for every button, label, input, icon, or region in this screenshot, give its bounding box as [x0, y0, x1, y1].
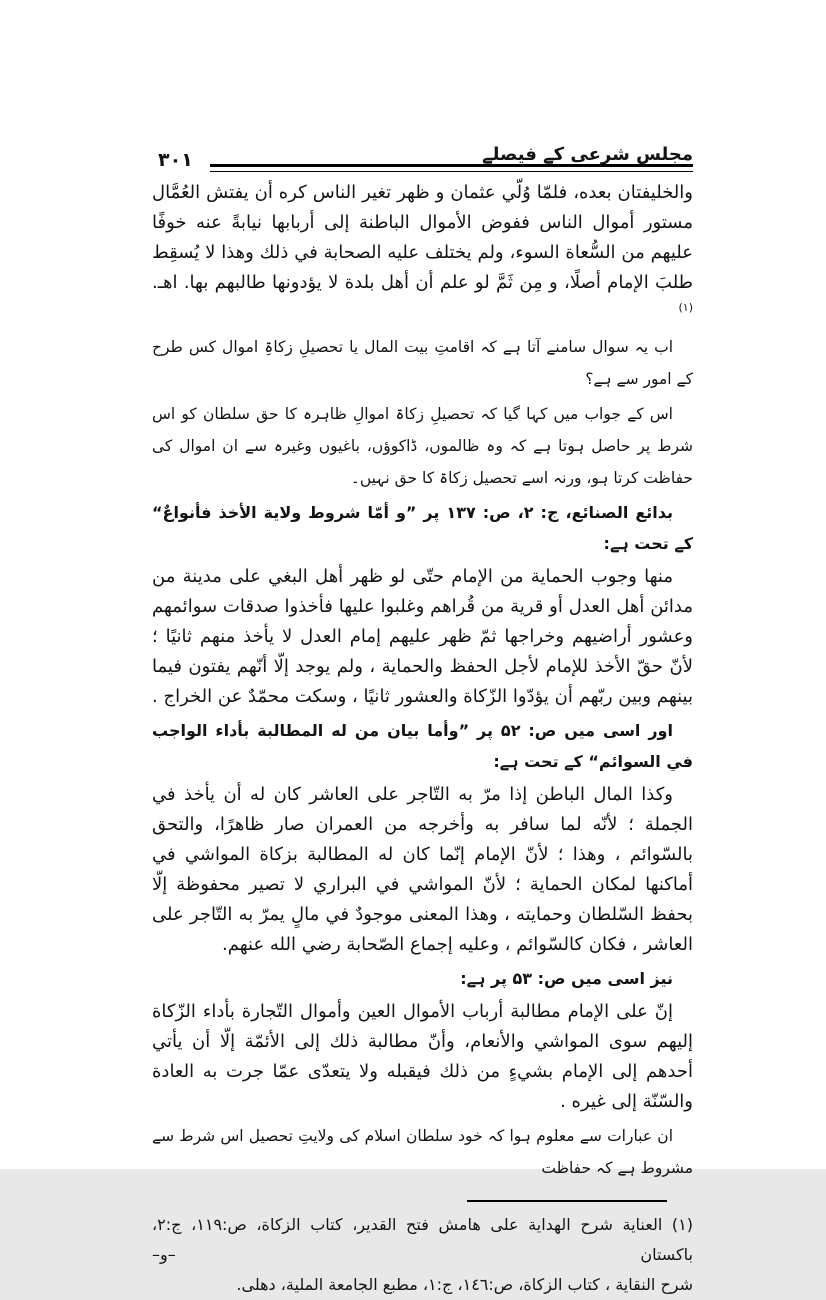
paragraph-question-urdu: اب یہ سوال سامنے آتا ہے کہ اقامتِ بیت المال یا تحصیلِ زکاۃِ اموال کس طرح کے امور سے ہے؟	[152, 338, 693, 388]
footnote-rule	[467, 1200, 667, 1202]
paragraph-arabic-continuation-text: والخليفتان بعده، فلمّا وُلّي عثمان و ظهر تغير الناس كره أن يفتش العُمَّال مستور أموال الناس ففوض الأموال الباطنة إلى أربابها نيابةً عنه خوفًا عليهم من السُّعاة السوء، ولم يختلف عليه الصحابة في ذلك وهذا لا يُسقِط طلبَ الإمام أصلًا، و مِن ثَمَّ لو علم أن أهل بلدة لا يؤدونها طالبهم بها. اهـ.	[152, 182, 693, 293]
footnote-line-2: شرح النقاية ، كتاب الزكاة، ص:١٤٦، ج:١، مطبع الجامعة الملية، دهلى.	[236, 1275, 693, 1294]
reference-line-page-52: اور اسی میں ص: ۵۲ پر ”وأما بيان من له المطالبة بأداء الواجب في السوائم“ کے تحت ہے:	[152, 721, 693, 771]
footnote-text	[152, 1210, 693, 1300]
arabic-quote-2: وكذا المال الباطن إذا مرّ به التّاجر على العاشر كان له أن يأخذ في الجملة ؛ لأنّه لما سافر به وأخرجه من العمران صار ظاهرًا، والتحق بالسّوائم ، وهذا ؛ لأنّ الإمام إنّما كان له المطالبة بزكاة المواشي في أماكنها لمكان الحماية ؛ لأنّ المواشي في البراري لا تصير محفوظة إلّا بحفظ السّلطان وحمايته ، وهذا المعنى موجودٌ في مالٍ يمرّ به التّاجر على العاشر ، فكان كالسّوائم ، وعليه إجماع الصّحابة رضي الله عنهم.	[152, 784, 693, 955]
paragraph-closing-urdu: ان عبارات سے معلوم ہوا کہ خود سلطان اسلام کی ولایتِ تحصیل اس شرط سے مشروط ہے کہ حفاظت	[152, 1127, 693, 1177]
paragraph-arabic-continuation	[152, 178, 693, 328]
reference-line-badai-vol2: بدائع الصنائع، ج: ۲، ص: ۱۳۷ پر ”و أمّا شروط ولاية الأخذ فأنواعٌ“ کے تحت ہے:	[152, 503, 693, 553]
header-rule	[210, 164, 693, 172]
page-number: ۳۰۱	[158, 149, 193, 171]
arabic-quote-3: إنّ على الإمام مطالبة أرباب الأموال العين وأموال التّجارة بأداء الزّكاة إليهم سوى المواشي والأنعام، وأنّ مطالبة ذلك إلى الأئمّة إلّا أن يأتي أحدهم إلى الإمام بشيءٍ من ذلك فيقبله ولا يتعدّى عمّا جرت به العادة والسّنّة إلى غيره .	[152, 1001, 693, 1112]
footnote-section	[152, 1200, 693, 1300]
page-body	[152, 178, 693, 1300]
arabic-quote-1: منها وجوب الحماية من الإمام حتّى لو ظهر أهل البغي على مدينة من مدائن أهل العدل أو قرية من قُراهم وغلبوا عليها فأخذوا صدقات سوائمهم وعشور أراضيهم وخراجها ثمّ ظهر عليهم إمام العدل لا يأخذ منهم ثانيًا ؛ لأنّ حقّ الأخذ للإمام لأجل الحفظ والحماية ، ولم يوجد إلّا أنّهم يفتون فيما بينهم وبين ربّهم أن يؤدّوا الزّكاة والعشور ثانيًا ، وسكت محمّدٌ عن الخراج .	[152, 566, 693, 707]
book-title: مجلس شرعی کے فیصلے	[482, 144, 693, 165]
footnote-line-1: (١) العناية شرح الهداية على هامش فتح القدير، كتاب الزكاة، ص:١١٩، ج:٢، باكستان –و–	[152, 1215, 693, 1264]
footnote-marker: (١)	[678, 301, 693, 314]
reference-line-page-53: نیز اسی میں ص: ۵۳ پر ہے:	[460, 969, 673, 988]
page-header	[152, 134, 693, 172]
paragraph-answer-urdu: اس کے جواب میں کہا گیا کہ تحصیلِ زکاۃ اموالِ ظاہرہ کا حق سلطان کو اس شرط پر حاصل ہوتا ہے کہ وہ ظالموں، ڈاکوؤں، باغیوں وغیرہ سے ان اموال کی حفاظت کرتا ہو، ورنہ اسے تحصیل زکاۃ کا حق نہیں۔	[152, 405, 693, 487]
